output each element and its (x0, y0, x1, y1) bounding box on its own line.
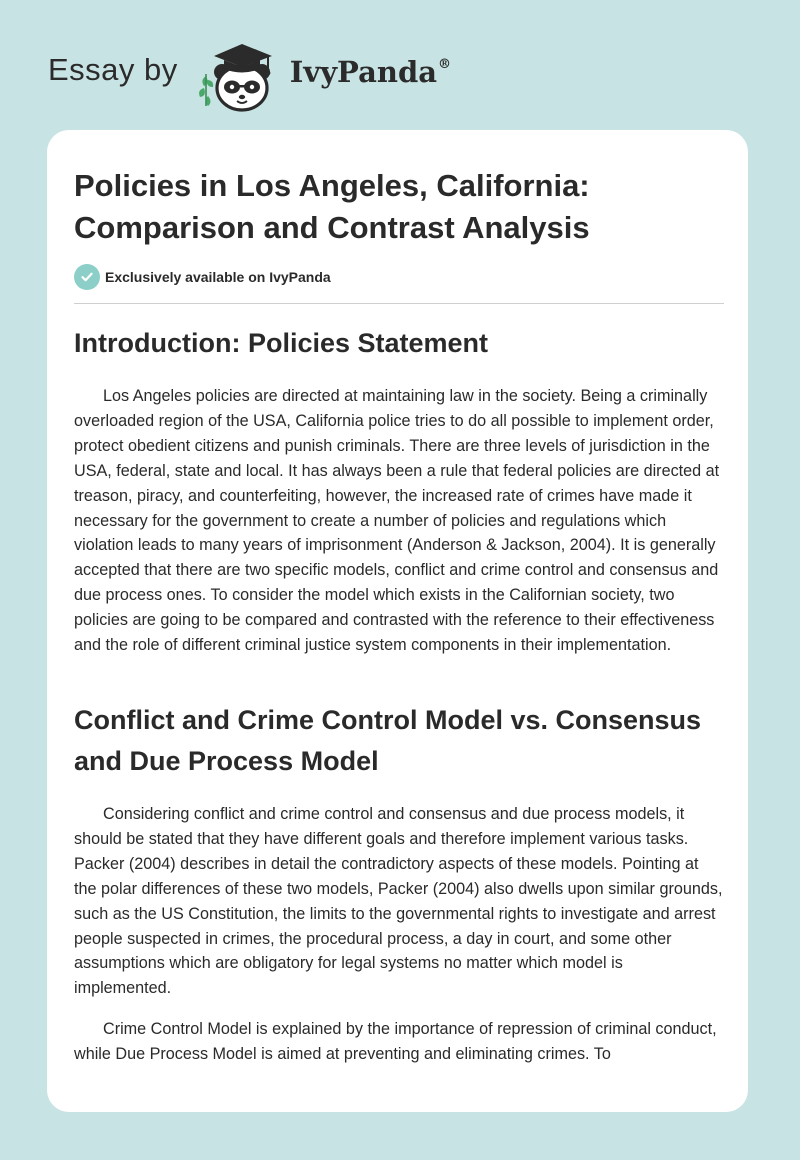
divider (74, 303, 724, 304)
essay-card (47, 130, 748, 1112)
paragraph-introduction: Los Angeles policies are directed at maintaining law in the society. Being a criminally overloaded region of the USA, California police tries to do all possible to implement order, protect obedient citizens and punish criminals. There are three levels of jurisdiction in the USA, federal, state and local. It has always been a rule that federal policies are directed at treason, piracy, and counterfeiting, however, the increased rate of crimes have made it necessary for the government to create a number of policies and regulations which violation leads to many years of imprisonment (Anderson & Jackson, 2004). It is generally accepted that there are two specific models, conflict and crime control and consensus and due process ones. To consider the model which exists in the Californian society, two policies are going to be compared and contrasted with the reference to their effectiveness and the role of different criminal justice system components in their implementation. (74, 387, 720, 655)
exclusive-badge (74, 264, 331, 290)
essay-by-label: Essay by (48, 52, 178, 87)
check-circle-icon (74, 264, 100, 290)
ivypanda-wordmark[interactable] (290, 55, 451, 89)
site-header (48, 34, 451, 114)
registered-mark: ® (438, 57, 452, 72)
ivypanda-name: IvyPanda (289, 55, 438, 89)
paragraph-models-2: Crime Control Model is explained by the importance of repression of criminal conduct, while Due Process Model is aimed at preventing and eliminating crimes. To (74, 1020, 717, 1063)
paragraph-models-1: Considering conflict and crime control and consensus and due process models, it should be stated that they have different goals and therefore implement various tasks. Packer (2004) describes in detail the contradictory aspects of these models. Pointing at the polar differences of these two models, Packer (2004) also dwells upon similar grounds, such as the US Constitution, the limits to the governmental rights to investigate and arrest people suspected in crimes, the procedural process, a day in court, and some other assumptions which are obligatory for legal systems no matter which model is implemented. (74, 805, 723, 998)
section-heading-models: Conflict and Crime Control Model vs. Consensus and Due Process Model (74, 705, 702, 776)
exclusive-label: Exclusively available on IvyPanda (105, 269, 331, 285)
section-heading-introduction: Introduction: Policies Statement (74, 328, 489, 358)
page-title: Policies in Los Angeles, California: Comparison and Contrast Analysis (74, 168, 590, 245)
ivypanda-panda-graduate-icon[interactable] (196, 34, 288, 114)
